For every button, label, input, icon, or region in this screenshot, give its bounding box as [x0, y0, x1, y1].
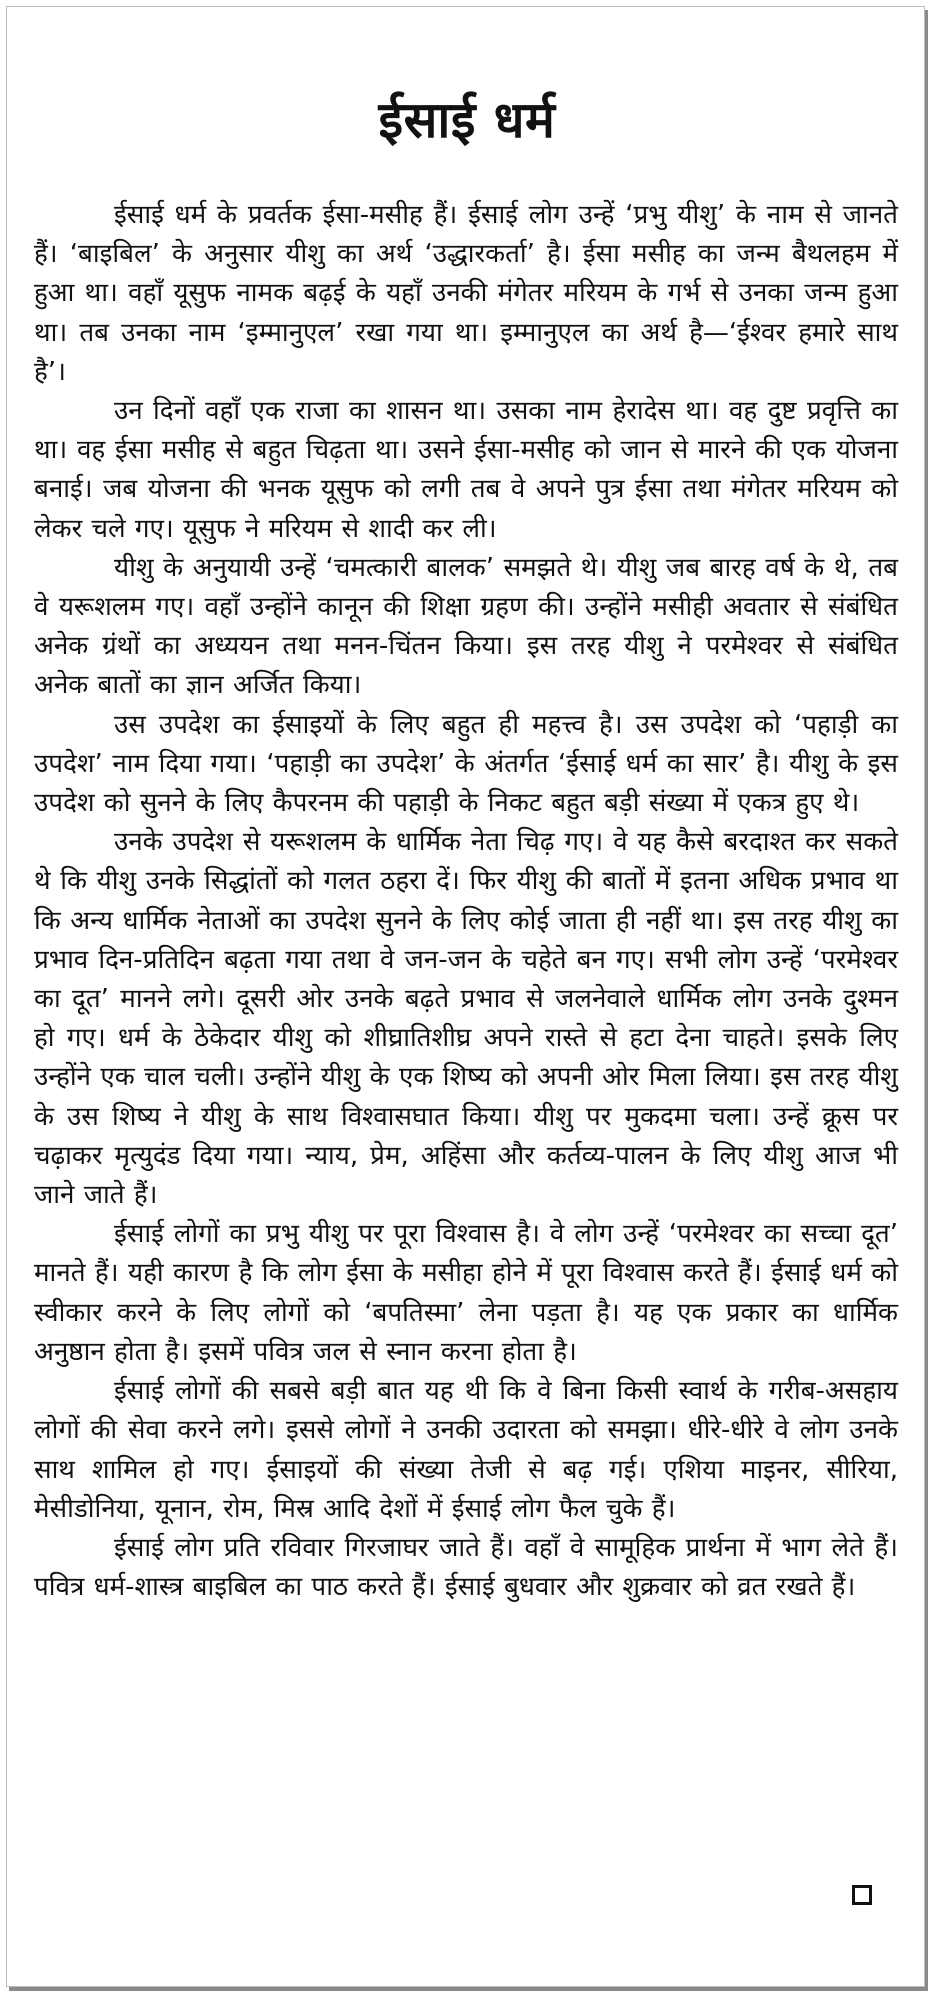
- paragraph-1: ईसाई धर्म के प्रवर्तक ईसा-मसीह हैं। ईसाई लोग उन्हें ‘प्रभु यीशु’ के नाम से जानते हैं। ‘बाइबिल’ के अनुसार यीशु का अर्थ ‘उद्धारकर्ता’ है। ईसा मसीह का जन्म बैथलहम में हुआ था। वहाँ यूसुफ नामक बढ़ई के यहाँ उनकी मंगेतर मरियम के गर्भ से उनका जन्म हुआ था। तब उनका नाम ‘इम्मानुएल’ रखा गया था। इम्मानुएल का अर्थ है—‘ईश्वर हमारे साथ है’।: [34, 200, 898, 387]
- end-of-text-square-icon: [852, 1885, 872, 1905]
- paragraph-6: ईसाई लोगों का प्रभु यीशु पर पूरा विश्वास है। वे लोग उन्हें ‘परमेश्वर का सच्चा दूत’ मानते हैं। यही कारण है कि लोग ईसा के मसीहा होने में पूरा विश्वास करते हैं। ईसाई धर्म को स्वीकार करने के लिए लोगों को ‘बपतिस्मा’ लेना पड़ता है। यह एक प्रकार का धार्मिक अनुष्ठान होता है। इसमें पवित्र जल से स्नान करना होता है।: [34, 1219, 899, 1367]
- paragraph-7: ईसाई लोगों की सबसे बड़ी बात यह थी कि वे बिना किसी स्वार्थ के गरीब-असहाय लोगों की सेवा करने लगे। इससे लोगों ने उनकी उदारता को समझा। धीरे-धीरे वे लोग उनके साथ शामिल हो गए। ईसाइयों की संख्या तेजी से बढ़ गई। एशिया माइनर, सीरिया, मेसीडोनिया, यूनान, रोम, मिस्र आदि देशों में ईसाई लोग फैल चुके हैं।: [34, 1376, 898, 1524]
- paragraph-3: यीशु के अनुयायी उन्हें ‘चमत्कारी बालक’ समझते थे। यीशु जब बारह वर्ष के थे, तब वे यरूशलम गए। वहाँ उन्होंने कानून की शिक्षा ग्रहण की। उन्होंने मसीही अवतार से संबंधित अनेक ग्रंथों का अध्ययन तथा मनन-चिंतन किया। इस तरह यीशु ने परमेश्वर से संबंधित अनेक बातों का ज्ञान अर्जित किया।: [34, 552, 898, 701]
- paragraph-5: उनके उपदेश से यरूशलम के धार्मिक नेता चिढ़ गए। वे यह कैसे बरदाश्त कर सकते थे कि यीशु उनके सिद्धांतों को गलत ठहरा दें। फिर यीशु की बातों में इतना अधिक प्रभाव था कि अन्य धार्मिक नेताओं का उपदेश सुनने के लिए कोई जाता ही नहीं था। इस तरह यीशु का प्रभाव दिन-प्रतिदिन बढ़ता गया तथा वे जन-जन के चहेते बन गए। सभी लोग उन्हें ‘परमेश्वर का दूत’ मानने लगे। दूसरी ओर उनके बढ़ते प्रभाव से जलनेवाले धार्मिक लोग उनके दुश्मन हो गए। धर्म के ठेकेदार यीशु को शीघ्रातिशीघ्र अपने रास्ते से हटा देना चाहते। इसके लिए उन्होंने एक चाल चली। उन्होंने यीशु के एक शिष्य को अपनी ओर मिला लिया। इस तरह यीशु के उस शिष्य ने यीशु के साथ विश्वासघात किया। यीशु पर मुकदमा चला। उन्हें क्रूस पर चढ़ाकर मृत्युदंड दिया गया। न्याय, प्रेम, अहिंसा और कर्तव्य-पालन के लिए यीशु आज भी जाने जाते हैं।: [34, 827, 898, 1211]
- paragraph-8: ईसाई लोग प्रति रविवार गिरजाघर जाते हैं। वहाँ वे सामूहिक प्रार्थना में भाग लेते हैं। पवित्र धर्म-शास्त्र बाइबिल का पाठ करते हैं। ईसाई बुधवार और शुक्रवार को व्रत रखते हैं।: [34, 1532, 898, 1603]
- paragraph-4: उस उपदेश का ईसाइयों के लिए बहुत ही महत्त्व है। उस उपदेश को ‘पहाड़ी का उपदेश’ नाम दिया गया। ‘पहाड़ी का उपदेश’ के अंतर्गत ‘ईसाई धर्म का सार’ है। यीशु के इस उपदेश को सुनने के लिए कैपरनम की पहाड़ी के निकट बहुत बड़ी संख्या में एकत्र हुए थे।: [34, 709, 898, 819]
- page-title: ईसाई धर्म: [378, 91, 556, 149]
- essay-body: [34, 196, 898, 1607]
- paragraph-2: उन दिनों वहाँ एक राजा का शासन था। उसका नाम हेरादेस था। वह दुष्ट प्रवृत्ति का था। वह ईसा मसीह से बहुत चिढ़ता था। उसने ईसा-मसीह को जान से मारने की एक योजना बनाई। जब योजना की भनक यूसुफ को लगी तब वे अपने पुत्र ईसा तथा मंगेतर मरियम को लेकर चले गए। यूसुफ ने मरियम से शादी कर ली।: [34, 396, 898, 544]
